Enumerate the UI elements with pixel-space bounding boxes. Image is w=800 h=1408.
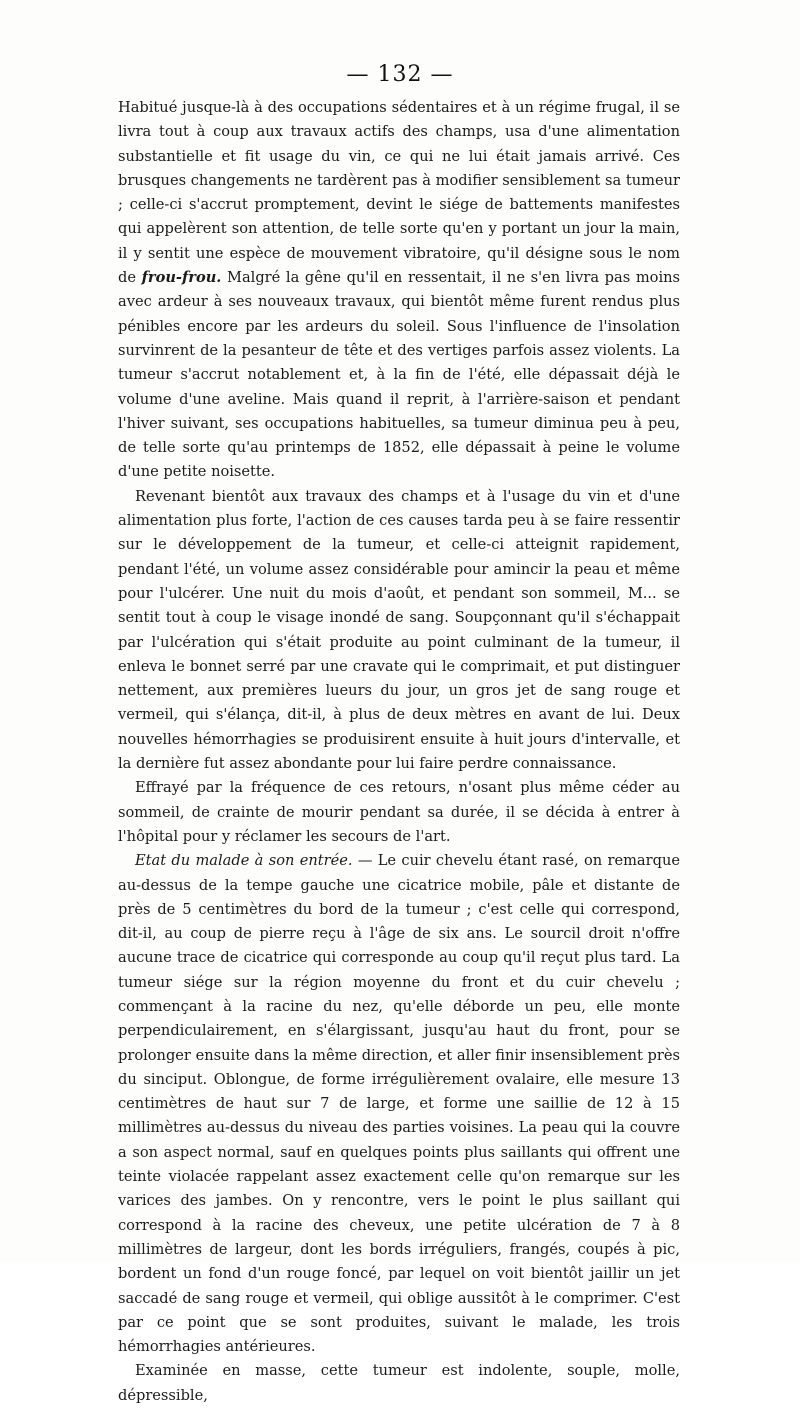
- paragraph-4: [118, 849, 680, 1359]
- paragraph-1-text-after: Malgré la gêne qu'il en ressentait, il ne s'en livra pas moins avec ardeur à ses nouveaux travaux, qui bientôt même furent rendus plus pénibles encore par les ardeurs du soleil. Sous l'influence de l'insolation survinrent de la pesanteur de tête et des vertiges parfois assez violents. La tumeur s'accrut notablement et, à la fin de l'été, elle dépassait déjà le volume d'une aveline. Mais quand il reprit, à l'arrière-saison et pendant l'hiver suivant, ses occupations habituelles, sa tumeur diminua peu à peu, de telle sorte qu'au printemps de 1852, elle dépassait à peine le volume d'une petite noisette.: [118, 269, 680, 481]
- page-number: — 132 —: [346, 62, 454, 87]
- section-heading: Etat du malade à son entrée.: [135, 852, 353, 870]
- paragraph-1-emphasis: frou-frou.: [141, 269, 222, 287]
- paragraph-5-text: Examinée en masse, cette tumeur est indolente, souple, molle, dépressible,: [118, 1362, 680, 1404]
- paragraph-1: [118, 96, 680, 485]
- paragraph-5: [118, 1359, 680, 1408]
- paragraph-2-text: Revenant bientôt aux travaux des champs et à l'usage du vin et d'une alimentation plus forte, l'action de ces causes tarda peu à se faire ressentir sur le développement de la tumeur, et celle-ci atteignit rapidement, pendant l'été, un volume assez considérable pour amincir la peau et même pour l'ulcérer. Une nuit du mois d'août, et pendant son sommeil, M... se sentit tout à coup le visage inondé de sang. Soupçonnant qu'il s'échappait par l'ulcération qui s'était produite au point culminant de la tumeur, il enleva le bonnet serré par une cravate qui le comprimait, et put distinguer nettement, aux premières lueurs du jour, un gros jet de sang rouge et vermeil, qui s'élança, dit-il, à plus de deux mètres en avant de lui. Deux nouvelles hémorrhagies se produisirent ensuite à huit jours d'intervalle, et la dernière fut assez abondante pour lui faire perdre connaissance.: [118, 487, 680, 773]
- paragraph-3: [118, 776, 680, 849]
- paragraph-2: [118, 485, 680, 777]
- paragraph-3-text: Effrayé par la fréquence de ces retours, n'osant plus même céder au sommeil, de crainte de mourir pendant sa durée, il se décida à entrer à l'hôpital pour y réclamer les secours de l'art.: [118, 779, 680, 845]
- paragraph-1-text: Habitué jusque-là à des occupations sédentaires et à un régime frugal, il se livra tout à coup aux travaux actifs des champs, usa d'une alimentation substantielle et fit usage du vin, ce qui ne lui était jamais arrivé. Ces brusques changements ne tardèrent pas à modifier sensiblement sa tumeur ; celle-ci s'accrut promptement, devint le siége de battements manifestes qui appelèrent son attention, de telle sorte qu'en y portant un jour la main, il y sentit une espèce de mouvement vibratoire, qu'il désigne sous le nom de: [118, 99, 680, 287]
- paragraph-4-text: — Le cuir chevelu étant rasé, on remarque au-dessus de la tempe gauche une cicatrice mobile, pâle et distante de près de 5 centimètres du bord de la tumeur ; c'est celle qui correspond, dit-il, au coup de pierre reçu à l'âge de six ans. Le sourcil droit n'offre aucune trace de cicatrice qui corresponde au coup qu'il reçut plus tard. La tumeur siége sur la région moyenne du front et du cuir chevelu ; commençant à la racine du nez, qu'elle déborde un peu, elle monte perpendiculairement, en s'élargissant, jusqu'au haut du front, pour se prolonger ensuite dans la même direction, et aller finir insensiblement près du sinciput. Oblongue, de forme irrégulièrement ovalaire, elle mesure 13 centimètres de haut sur 7 de large, et forme une saillie de 12 à 15 millimètres au-dessus du niveau des parties voisines. La peau qui la couvre a son aspect normal, sauf en quelques points plus saillants qui offrent une teinte violacée rappelant assez exactement celle qu'on remarque sur les varices des jambes. On y rencontre, vers le point le plus saillant qui correspond à la racine des cheveux, une petite ulcération de 7 à 8 millimètres de largeur, dont les bords irréguliers, frangés, coupés à pic, bordent un fond d'un rouge foncé, par lequel on voit bientôt jaillir un jet saccadé de sang rouge et vermeil, qui oblige aussitôt à le comprimer. C'est par ce point que se sont produites, suivant le malade, les trois hémorrhagies antérieures.: [118, 852, 680, 1356]
- body-text: [118, 96, 680, 1408]
